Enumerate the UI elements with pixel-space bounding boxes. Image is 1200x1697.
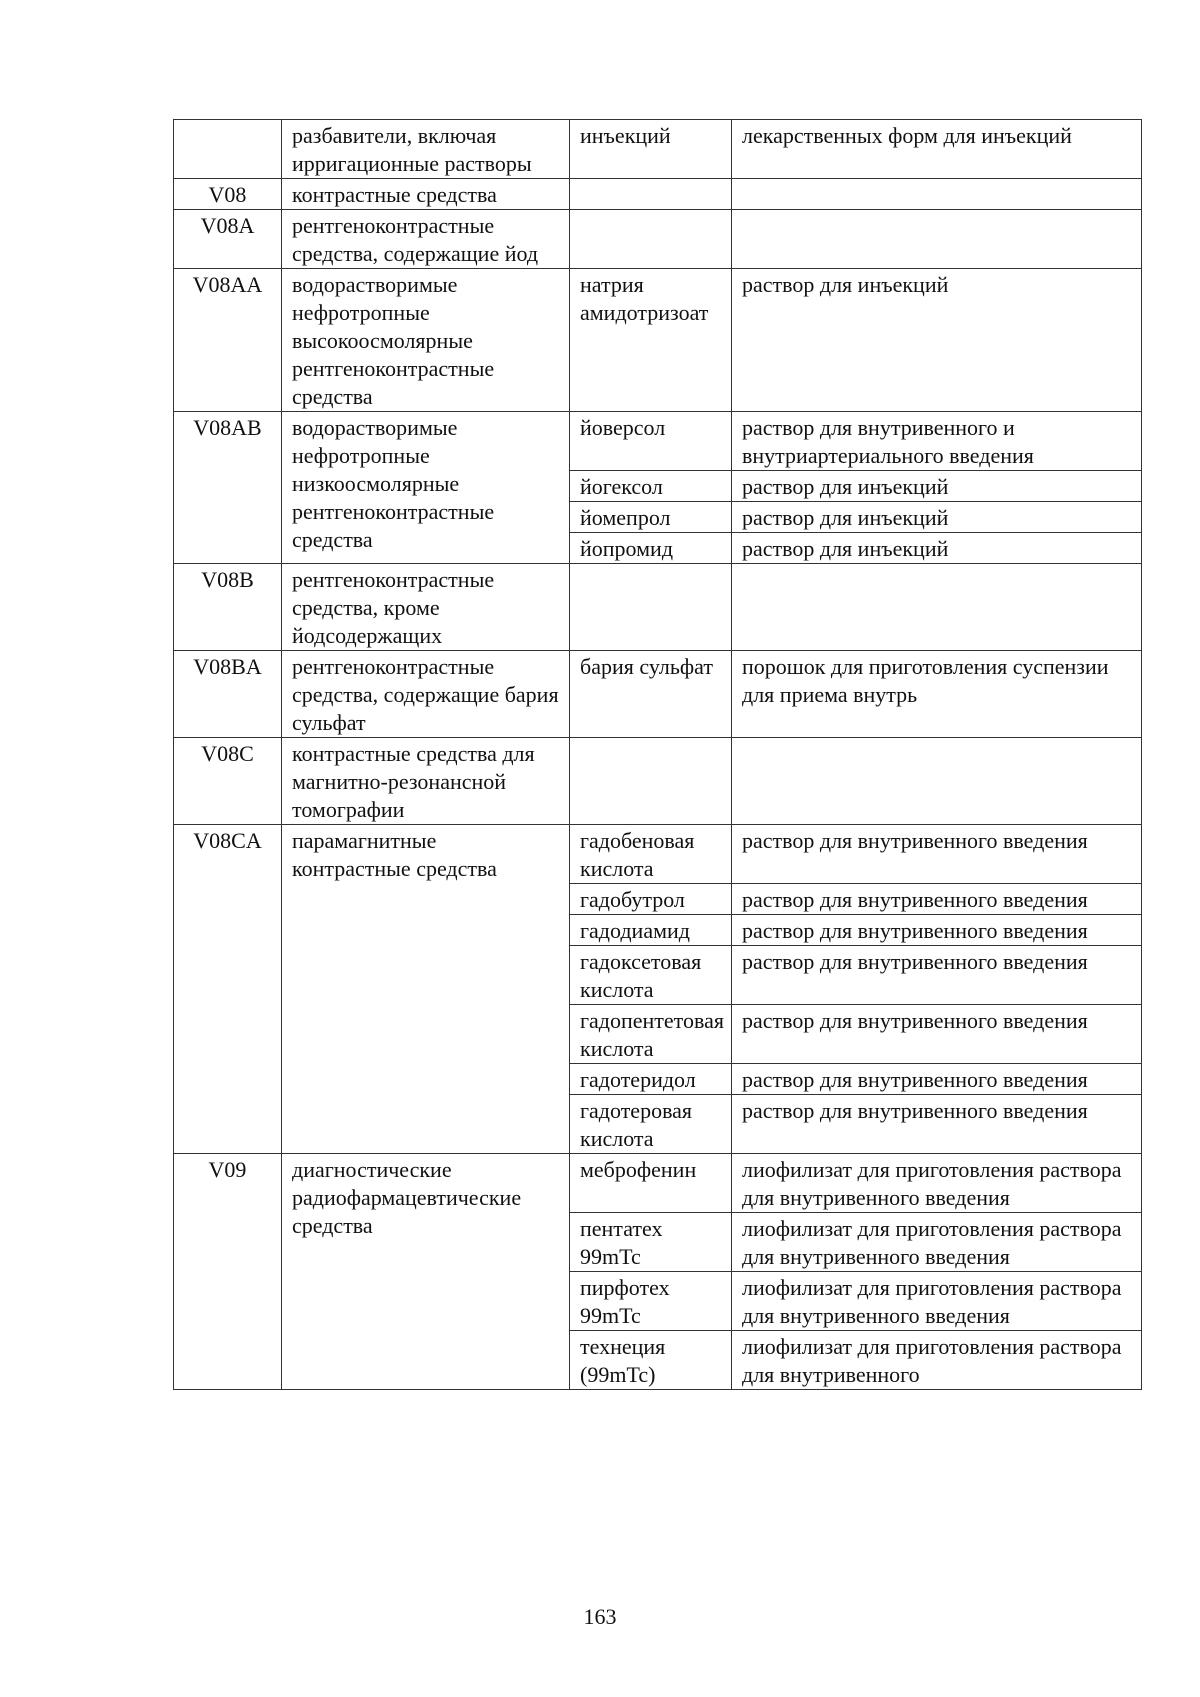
atc-code-cell: V08C [174, 738, 282, 825]
drug-name-cell: натрия амидотризоат [570, 269, 732, 412]
table-row [174, 651, 1142, 738]
dosage-form-cell: раствор для внутривенного введения [732, 915, 1142, 946]
dosage-form-cell: лиофилизат для приготовления раствора для внутривенного введения [732, 1154, 1142, 1213]
drug-name-cell: технеция (99mTc) [570, 1331, 732, 1390]
dosage-form-cell: раствор для внутривенного введения [732, 1064, 1142, 1095]
dosage-form-cell [732, 179, 1142, 210]
dosage-form-cell: раствор для внутривенного введения [732, 1095, 1142, 1154]
atc-code-cell: V08CA [174, 825, 282, 1154]
atc-code-cell: V08AA [174, 269, 282, 412]
group-name-cell: диагностические радиофармацевтические средства [282, 1154, 570, 1390]
group-name-cell: рентгеноконтрастные средства, содержащие бария сульфат [282, 651, 570, 738]
drug-name-cell: гадоксетовая кислота [570, 946, 732, 1005]
drug-name-cell: гадотеридол [570, 1064, 732, 1095]
table-row [174, 120, 1142, 179]
drug-name-cell: йопромид [570, 533, 732, 564]
group-name-cell: разбавители, включая ирригационные растворы [282, 120, 570, 179]
drug-name-cell: гадотеровая кислота [570, 1095, 732, 1154]
drug-name-cell: пентатех 99mTc [570, 1213, 732, 1272]
dosage-form-cell: раствор для внутривенного введения [732, 825, 1142, 884]
dosage-form-cell: раствор для внутривенного введения [732, 946, 1142, 1005]
drug-name-cell: гадобутрол [570, 884, 732, 915]
dosage-form-cell: лекарственных форм для инъекций [732, 120, 1142, 179]
table-row [174, 269, 1142, 412]
dosage-form-cell: раствор для внутривенного введения [732, 884, 1142, 915]
drug-name-cell: йоверсол [570, 412, 732, 471]
drug-name-cell: йогексол [570, 471, 732, 502]
group-name-cell: водорастворимые нефротропные низкоосмолярные рентгеноконтрастные средства [282, 412, 570, 564]
drug-name-cell [570, 738, 732, 825]
drug-name-cell: пирфотех 99mTc [570, 1272, 732, 1331]
dosage-form-cell: лиофилизат для приготовления раствора для внутривенного введения [732, 1213, 1142, 1272]
group-name-cell: рентгеноконтрастные средства, содержащие йод [282, 210, 570, 269]
dosage-form-cell: раствор для инъекций [732, 269, 1142, 412]
drug-name-cell [570, 210, 732, 269]
drug-name-cell: гадодиамид [570, 915, 732, 946]
group-name-cell: водорастворимые нефротропные высокоосмолярные рентгеноконтрастные средства [282, 269, 570, 412]
drug-name-cell [570, 564, 732, 651]
table-row [174, 825, 1142, 884]
dosage-form-cell [732, 210, 1142, 269]
group-name-cell: контрастные средства для магнитно-резонансной томографии [282, 738, 570, 825]
dosage-form-cell: раствор для инъекций [732, 533, 1142, 564]
table-row [174, 738, 1142, 825]
atc-code-cell [174, 120, 282, 179]
atc-code-cell: V08 [174, 179, 282, 210]
dosage-form-cell: порошок для приготовления суспензии для приема внутрь [732, 651, 1142, 738]
table-row [174, 210, 1142, 269]
drug-name-cell: инъекций [570, 120, 732, 179]
dosage-form-cell [732, 564, 1142, 651]
dosage-form-cell: раствор для внутривенного введения [732, 1005, 1142, 1064]
drug-name-cell [570, 179, 732, 210]
drug-name-cell: меброфенин [570, 1154, 732, 1213]
atc-code-cell: V08AB [174, 412, 282, 564]
atc-code-cell: V09 [174, 1154, 282, 1390]
atc-code-cell: V08B [174, 564, 282, 651]
dosage-form-cell: лиофилизат для приготовления раствора для внутривенного [732, 1331, 1142, 1390]
table-row [174, 564, 1142, 651]
dosage-form-cell: раствор для внутривенного и внутриартериального введения [732, 412, 1142, 471]
group-name-cell: контрастные средства [282, 179, 570, 210]
dosage-form-cell: раствор для инъекций [732, 471, 1142, 502]
drug-name-cell: гадопентетовая кислота [570, 1005, 732, 1064]
group-name-cell: рентгеноконтрастные средства, кроме йодсодержащих [282, 564, 570, 651]
group-name-cell: парамагнитные контрастные средства [282, 825, 570, 1154]
drug-name-cell: бария сульфат [570, 651, 732, 738]
table-row [174, 412, 1142, 471]
drug-name-cell: гадобеновая кислота [570, 825, 732, 884]
atc-code-cell: V08BA [174, 651, 282, 738]
atc-code-cell: V08A [174, 210, 282, 269]
drug-name-cell: йомепрол [570, 502, 732, 533]
drug-table [173, 119, 1142, 1390]
dosage-form-cell: раствор для инъекций [732, 502, 1142, 533]
table-row [174, 1154, 1142, 1213]
table-row [174, 179, 1142, 210]
dosage-form-cell: лиофилизат для приготовления раствора для внутривенного введения [732, 1272, 1142, 1331]
dosage-form-cell [732, 738, 1142, 825]
page-number: 163 [583, 1604, 617, 1629]
